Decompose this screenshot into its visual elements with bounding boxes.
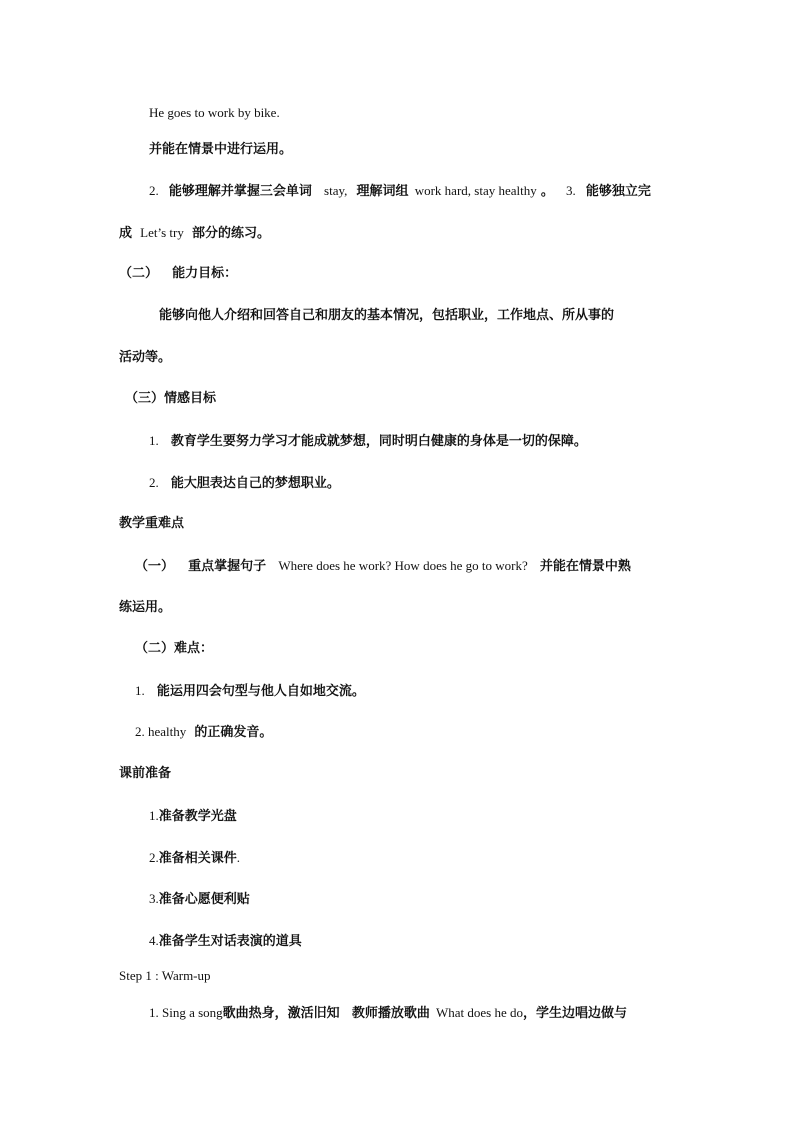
step-heading: Step 1 : Warm-up [119,968,211,983]
text-line: 并能在情景中进行运用。 [149,142,293,157]
section-heading: 教学重难点 [119,516,185,531]
section-heading: 课前准备 [119,766,172,781]
list-item: 3.准备心愿便利贴 [149,891,250,907]
text-line: 2. 能大胆表达自己的梦想职业。 [149,475,340,491]
text-line: 能够向他人介绍和回答自己和朋友的基本情况，包括职业，工作地点、所从事的 [159,308,615,323]
text-line: 2. healthy 的正确发音。 [135,724,273,740]
text-line: 1. 教育学生要努力学习才能成就梦想，同时明白健康的身体是一切的保障。 [149,433,587,449]
text-line: （一） 重点掌握句子 Where does he work? How does he go to work? 并能在情景中熟 [135,558,631,574]
text-line: He goes to work by bike. [149,105,280,120]
list-item: 4.准备学生对话表演的道具 [149,933,302,949]
text-line: （二）难点： [135,641,214,656]
list-item: 2.准备相关课件. [149,850,241,866]
text-line: 1. 能运用四会句型与他人自如地交流。 [135,683,365,699]
text-line: 成 Let’s try 部分的练习。 [119,225,270,241]
text-line: 活动等。 [119,350,172,365]
text-line: 1. Sing a song歌曲热身，激活旧知 教师播放歌曲 What does he do，学生边唱边做与 [149,1005,628,1021]
text-line: 2. 能够理解并掌握三会单词 stay, 理解词组 work hard, stay healthy 。 3. 能够独立完 [149,183,651,199]
text-line: （二） 能力目标： [119,266,238,281]
text-line: 练运用。 [119,600,172,615]
text-line: （三）情感目标 [125,391,217,406]
list-item: 1.准备教学光盘 [149,808,237,824]
